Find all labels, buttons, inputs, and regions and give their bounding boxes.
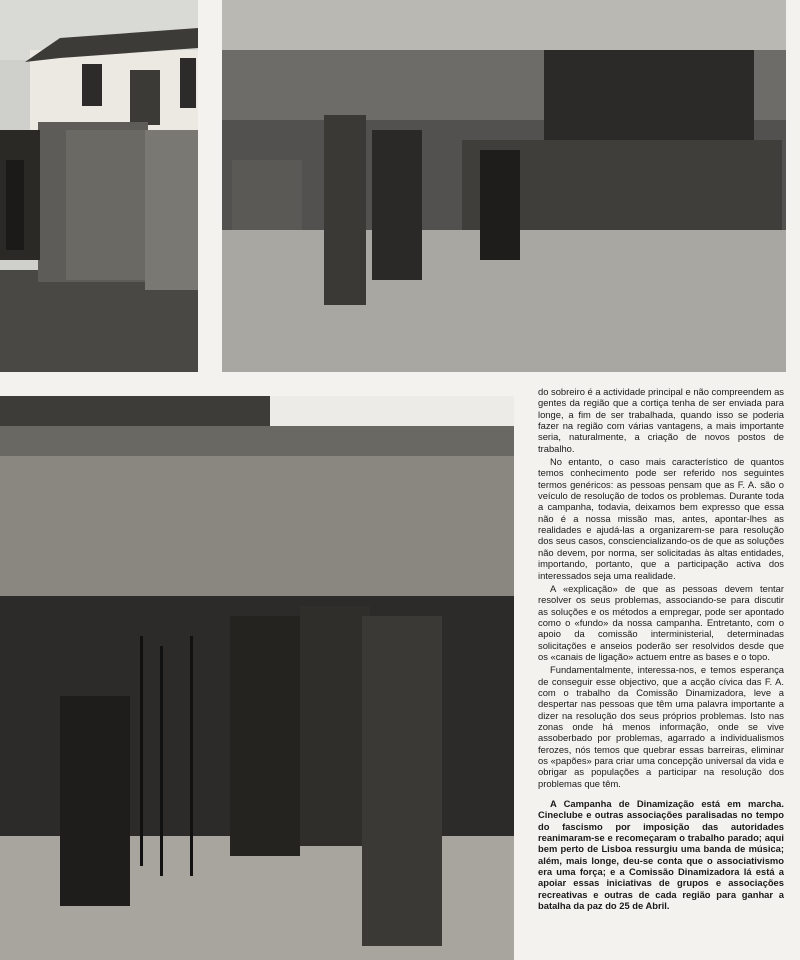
crowd-photo: [0, 396, 514, 960]
article-paragraph-bold: A Campanha de Dinamização está em marcha. Cineclube e outras associações paralisadas no tempo do fascismo por imposição das autoridades reanimaram-se e recomeçaram o trabalho parado; aqui bem perto de Lisboa ressurgiu uma banda de música; além, mais longe, deu-se conta que o associativismo era uma força; e a Comissão Dinamizadora lá está a apoiar essas iniciativas de grupos e associações recreativas e outras de cada região para ganhar a batalha da paz do 25 de Abril.: [538, 798, 784, 912]
article-paragraph: do sobreiro é a actividade principal e não compreendem as gentes da região que a cortiça tenha de ser enviada para longe, a fim de ser trabalhada, quando isso se poderia fazer na região com várias vantagens, a mais importante seria, naturalmente, a criação de novos postos de trabalho.: [538, 386, 784, 454]
house-photo: [0, 0, 198, 372]
article-paragraph: Fundamentalmente, interessa-nos, e temos esperança de conseguir esse objectivo, que a acção cívica das F. A. com o trabalho da Comissão Dinamizadora, leve a despertar nas pessoas que têm uma palavra importante a dizer na resolução dos seus próprios problemas. Isto nas zonas onde há menos informação, onde se vive assoberbado por problemas, agarrado a individualismos ferozes, nós temos que quebrar essas barreiras, eliminar os «papões» para criar uma concepção universal da vida e obrigar as populações a participar na resolução dos problemas que têm.: [538, 664, 784, 789]
article-paragraph: No entanto, o caso mais característico de quantos temos conhecimento pode ser referido nos seguintes termos genéricos: as pessoas pensam que as F. A. são o veículo de resolução de todos os problemas. Durante toda a campanha, todavia, deixamos bem expresso que essa não é a nossa missão mas, antes, apontar-lhes as realidades e ajudá-las a organizarem-se para resolução dos seus casos, consciencializando-os de que as soluções não devem, por norma, ser solicitadas às altas entidades, importando, portanto, que a participação activa dos interessados seja uma realidade.: [538, 456, 784, 581]
article-paragraph: A «explicação» de que as pessoas devem tentar resolver os seus problemas, associando-se para discutir as soluções e os métodos a empregar, pode ser apontado como o «fundo» da nossa campanha. Entretanto, com o apoio da comissão interministerial, determinadas solicitações e anseios poderão ser resolvidos desde que os «canais de ligação» actuem entre as bases e o topo.: [538, 582, 784, 662]
article-text: [538, 386, 784, 960]
oxcart-photo: [222, 0, 786, 372]
